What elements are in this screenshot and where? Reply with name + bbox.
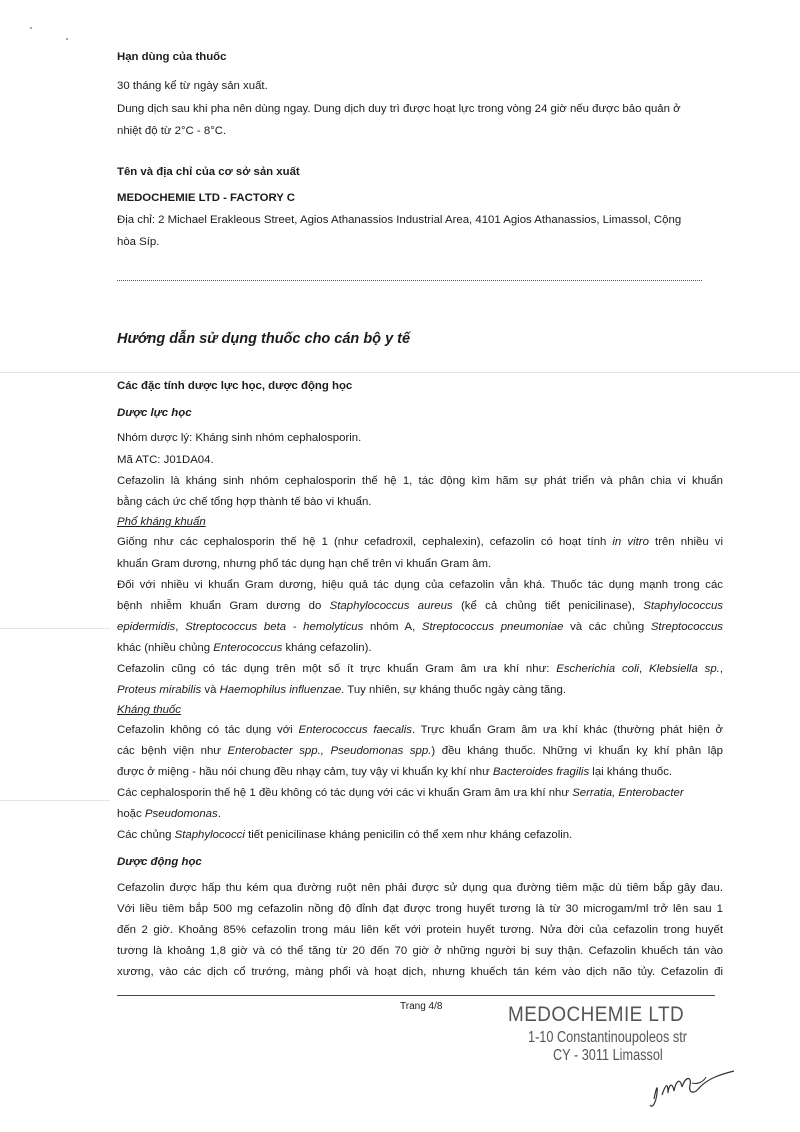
pd-group: Nhóm dược lý: Kháng sinh nhóm cephalosporin.: [117, 432, 362, 444]
text-run-italic: Serratia, Enterobacter: [572, 787, 684, 799]
spectrum-line-5: [117, 622, 723, 633]
pk-line-4: tương là khoảng 1,8 giờ và có thể tăng từ 20 đến 70 giờ ở những người bị suy thận. Cefazolin khuếch tán vào: [117, 945, 723, 957]
expiry-line-2: Dung dịch sau khi pha nên dùng ngay. Dung dịch duy trì được hoạt lực trong vòng 24 giờ nếu được bảo quản ở: [117, 103, 681, 115]
text-run: .: [217, 808, 221, 820]
text-run: kháng cefazolin).: [282, 642, 372, 654]
text-run-italic: Staphylococcus: [643, 600, 723, 612]
handwritten-signature: [648, 1065, 748, 1115]
text-run-italic: Enterococcus: [213, 642, 283, 654]
scan-line: [0, 628, 110, 629]
resistance-line-3: [117, 767, 672, 778]
text-run-italic: Klebsiella sp.: [649, 663, 720, 675]
text-run-italic: epidermidis: [117, 621, 176, 633]
text-run-italic: Proteus mirabilis: [117, 684, 202, 696]
text-run: . Trực khuẩn Gram âm ưa khí khác (thường phát hiện ở: [411, 724, 723, 736]
text-run: ,: [719, 663, 723, 675]
pk-line-3: đến 2 giờ. Khoảng 85% cefazolin trong máu liên kết với protein huyết tương. Nửa đời của cefazolin trong huyết: [117, 924, 723, 936]
text-run: các bệnh viện như: [117, 745, 228, 757]
text-run: Giống như các cephalosporin thế hệ 1 (như cefadroxil, cephalexin), cefazolin có hoạt tính: [117, 536, 613, 548]
pd-desc-line-2: bằng cách ức chế tổng hợp thành tế bào vi khuẩn.: [117, 496, 372, 508]
pk-line-5: xương, vào các dịch cổ trướng, màng phổi và hoạt dịch, nhưng khuếch tán kém vào dịch não tủy. Cefazolin đi: [117, 966, 723, 978]
footer-rule: [117, 995, 715, 996]
text-run: Cefazolin không có tác dụng với: [117, 724, 299, 736]
text-run-italic: Enterococcus faecalis: [298, 724, 412, 736]
pk-line-1: Cefazolin được hấp thu kém qua đường ruột nên phải được sử dụng qua đường tiêm mặc dù tiêm bắp gây đau.: [117, 882, 723, 894]
text-run: bệnh nhiễm khuẩn Gram dương do: [117, 600, 330, 612]
manufacturer-address-line-2: hòa Síp.: [117, 236, 160, 248]
stamp-line-2: 1-10 Constantinoupoleos str: [528, 1029, 687, 1046]
resistance-line-2: [117, 746, 723, 757]
stamp-line-3: CY - 3011 Limassol: [553, 1047, 663, 1064]
spectrum-line-3: Đối với nhiều vi khuẩn Gram dương, hiệu quả tác dụng của cefazolin vẫn khá. Thuốc tác dụng mạnh trong các: [117, 579, 723, 591]
scan-line: [0, 372, 800, 373]
pd-heading: Dược lực học: [117, 407, 192, 419]
scan-speck: [30, 27, 32, 29]
spectrum-line-4: [117, 601, 723, 612]
pk-heading: Dược động học: [117, 856, 202, 868]
text-run: ,: [175, 621, 186, 633]
stamp-line-1: MEDOCHEMIE LTD: [508, 1003, 685, 1026]
spectrum-line-6: [117, 643, 372, 654]
text-run-italic: Enterobacter spp., Pseudomonas spp.: [227, 745, 432, 757]
resistance-line-4: [117, 788, 684, 799]
text-run: trên nhiều vi: [648, 536, 723, 548]
pk-line-2: Với liều tiêm bắp 500 mg cefazolin nồng độ đỉnh đạt được trong huyết tương là từ 30 microgam/ml trở lên sau 1: [117, 903, 723, 915]
text-run: ,: [639, 663, 650, 675]
resistance-line-5: [117, 809, 221, 820]
resistance-heading: Kháng thuốc: [117, 704, 181, 716]
spectrum-heading: Phổ kháng khuẩn: [117, 516, 206, 528]
text-run-italic: Streptococcus beta - hemolyticus: [185, 621, 364, 633]
spectrum-line-7: [117, 664, 723, 675]
dotted-divider: [117, 280, 702, 281]
text-run: . Tuy nhiên, sự kháng thuốc ngày càng tăng.: [341, 684, 566, 696]
text-run-italic: Bacteroides fragilis: [492, 766, 590, 778]
scan-speck: [66, 38, 68, 40]
pd-atc: Mã ATC: J01DA04.: [117, 454, 214, 466]
manufacturer-heading: Tên và địa chỉ của cơ sở sản xuất: [117, 166, 300, 178]
text-run: hoặc: [117, 808, 145, 820]
text-run-italic: Streptococcus: [650, 621, 723, 633]
resistance-line-6: [117, 830, 572, 841]
text-run: Cefazolin cũng có tác dụng trên một số ít trực khuẩn Gram âm ưa khí như:: [117, 663, 557, 675]
spectrum-line-8: [117, 685, 566, 696]
text-run-italic: Haemophilus influenzae: [219, 684, 342, 696]
page-number: Trang 4/8: [400, 1001, 443, 1012]
expiry-line-3: nhiệt độ từ 2°C - 8°C.: [117, 125, 227, 137]
main-title: Hướng dẫn sử dụng thuốc cho cán bộ y tế: [117, 331, 411, 347]
expiry-heading: Hạn dùng của thuốc: [117, 51, 227, 63]
text-run: tiết penicilinase kháng penicilin có thể xem như kháng cefazolin.: [244, 829, 573, 841]
text-run: ) đều kháng thuốc. Những vi khuẩn kỵ khí phân lập: [431, 745, 723, 757]
text-run: và các chủng: [563, 621, 651, 633]
scan-line: [0, 800, 110, 801]
text-run: khác (nhiều chủng: [117, 642, 214, 654]
text-run-italic: Escherichia coli: [556, 663, 640, 675]
text-run-italic: in vitro: [612, 536, 649, 548]
pharma-heading: Các đặc tính dược lực học, dược động học: [117, 380, 353, 392]
spectrum-line-1: [117, 537, 723, 548]
manufacturer-address-line-1: Địa chỉ: 2 Michael Erakleous Street, Agios Athanassios Industrial Area, 4101 Agios Athanassios, Limassol, Cộng: [117, 214, 682, 226]
text-run-italic: Pseudomonas: [144, 808, 218, 820]
text-run: (kể cả chủng tiết penicilinase),: [452, 600, 644, 612]
text-run: và: [201, 684, 220, 696]
expiry-line-1: 30 tháng kể từ ngày sản xuất.: [117, 80, 268, 92]
pd-desc-line-1: Cefazolin là kháng sinh nhóm cephalosporin thế hệ 1, tác động kìm hãm sự phát triển và phân chia vi khuẩn: [117, 475, 723, 487]
text-run: được ở miệng - hầu nói chung đều nhạy cảm, tuy vậy vi khuẩn kỵ khí như: [117, 766, 493, 778]
manufacturer-name: MEDOCHEMIE LTD - FACTORY C: [117, 192, 296, 204]
text-run: lại kháng thuốc.: [589, 766, 673, 778]
text-run-italic: Staphylococcus aureus: [329, 600, 453, 612]
resistance-line-1: [117, 725, 723, 736]
text-run: Các chủng: [117, 829, 175, 841]
spectrum-line-2: khuẩn Gram dương, nhưng phổ tác dụng hạn chế trên vi khuẩn Gram âm.: [117, 558, 492, 570]
text-run: nhóm A,: [363, 621, 422, 633]
text-run-italic: Streptococcus pneumoniae: [421, 621, 564, 633]
text-run-italic: Staphylococci: [174, 829, 245, 841]
text-run: Các cephalosporin thế hệ 1 đều không có tác dụng với các vi khuẩn Gram âm ưa khí như: [117, 787, 573, 799]
